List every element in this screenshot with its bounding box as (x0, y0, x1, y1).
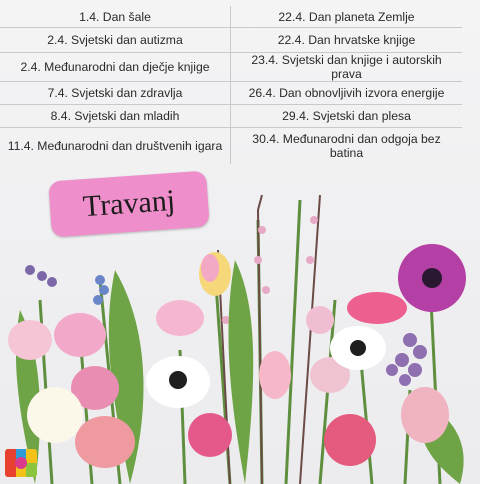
flowers-illustration (0, 190, 480, 484)
calendar-table (0, 6, 462, 164)
date-cell: 23.4. Svjetski dan knjige i autorskih prava (251, 53, 442, 81)
date-cell: 29.4. Svjetski dan plesa (282, 109, 411, 123)
table-row (0, 105, 462, 128)
date-cell: 30.4. Međunarodni dan odgoja bez batina (252, 132, 441, 160)
date-cell: 1.4. Dan šale (0, 6, 231, 27)
date-cell: 22.4. Dan planeta Zemlje (278, 9, 415, 24)
table-row (0, 28, 462, 53)
date-cell: 8.4. Svjetski dan mladih (0, 105, 231, 127)
school-logo-icon (5, 449, 37, 477)
date-cell: 22.4. Dan hrvatske knjige (277, 33, 416, 47)
date-cell: 11.4. Međunarodni dan društvenih igara (0, 128, 231, 164)
date-cell: 7.4. Svjetski dan zdravlja (0, 82, 231, 104)
date-cell: 2.4. Međunarodni dan dječje knjige (0, 53, 231, 81)
table-row (0, 53, 462, 82)
month-label: Travanj (81, 183, 177, 224)
date-cell: 26.4. Dan obnovljivih izvora energije (248, 86, 445, 100)
table-row (0, 82, 462, 105)
table-row (0, 128, 462, 164)
date-cell: 2.4. Svjetski dan autizma (0, 28, 231, 52)
table-row (0, 6, 462, 28)
